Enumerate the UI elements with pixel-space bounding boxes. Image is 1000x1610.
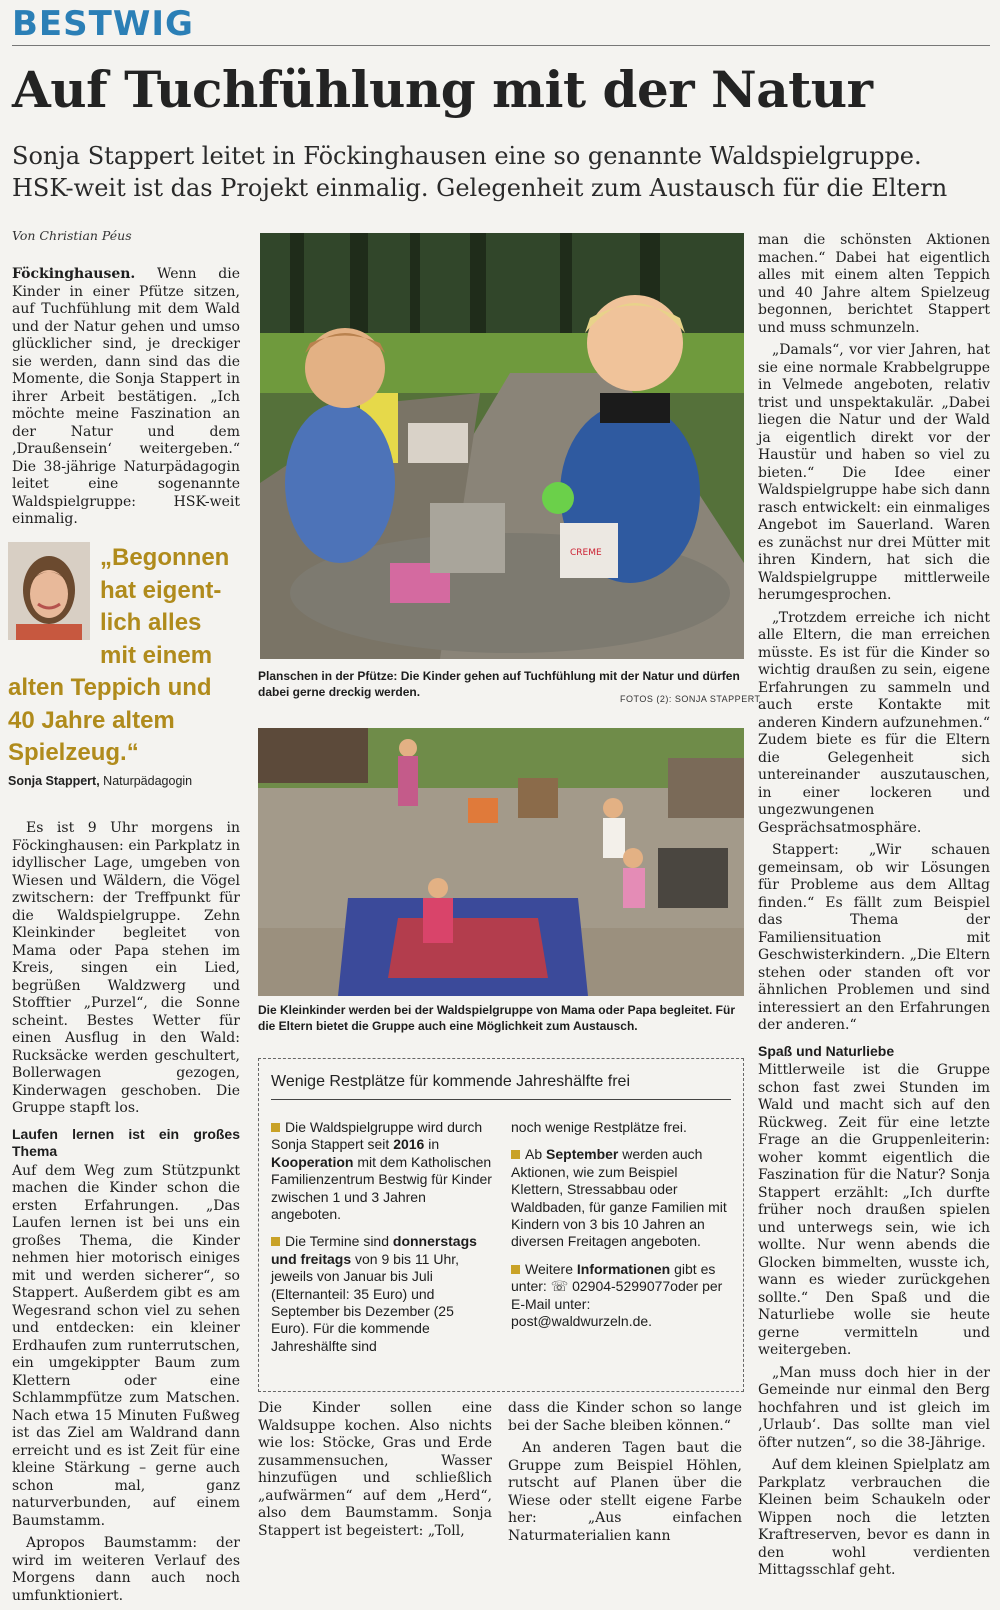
cup-label: CREME — [570, 548, 602, 558]
paragraph: An anderen Tagen baut die Gruppe zum Beispiel Höhlen, rutscht auf Planen über die Wiese oder stellt eigene Farbe her: „Aus einfachen Naturmaterialien kann — [508, 1440, 742, 1544]
paragraph: „Man muss doch hier in der Gemeinde nur einmal den Berg hochfahren und ist gleich im ‚Urlaub‘. Das sollte man viel öfter nutzen“, so die 38-Jährige. — [758, 1364, 990, 1451]
quote-line: alten Teppich und — [8, 674, 212, 701]
paragraph: dass die Kinder schon so lange bei der Sache bleiben können.“ — [508, 1400, 742, 1434]
quote-line: 40 Jahre altem — [8, 706, 175, 734]
column-2-bottom-text — [258, 1400, 492, 1545]
paragraph: „Trotzdem erreiche ich nicht alle Eltern, die man erreichen müsste. Es ist für die Kinder so wichtig draußen zu sein, eigene Erfahrungen zu sammeln und auch erste Kontakte mit anderen Kindern aufzunehmen.“ Zudem biete es für die Eltern die Gelegenheit sich untereinander auszutauschen, in einer lockeren und ungezwungenen Gesprächsatmosphäre. — [758, 609, 990, 836]
bullet-square-icon — [511, 1150, 520, 1159]
photo-caption-2: Die Kleinkinder werden bei der Waldspielgruppe von Mama oder Papa begleitet. Für die Eltern bietet die Gruppe auch eine Möglichkeit zum Austausch. — [258, 1003, 735, 1033]
paragraph: Auf dem kleinen Spielplatz am Parkplatz verbrauchen die Kleinen beim Schaukeln oder Wippen noch die letzten Kraftreserven, bevor es dann in den wohl verdienten Mittagsschlaf geht. — [758, 1457, 990, 1578]
intro-text: Wenn die Kinder in einer Pfütze sitzen, auf Tuchfühlung mit dem Wald und der Natur gehen und umso glücklicher sind, je dreckiger sie werden, dann sind das die Momente, die Sonja Stappert in ihrer Arbeit bestätigen. „Ich möchte meine Faszination an der Natur und dem ‚Draußensein‘ weitergeben.“ Die 38-jährige Naturpädagogin leitet eine sogenannte Waldspielgruppe: HSK-weit einmalig. — [12, 266, 240, 527]
info-item: Die Termine sind donnerstags und freitags von 9 bis 11 Uhr, jeweils von Januar bis Juli (Elternanteil: 35 Euro) und September bis Dezember (25 Euro). Für die kommende Jahreshälfte sind — [271, 1233, 477, 1354]
photo-caption-1: Planschen in der Pfütze: Die Kinder gehen auf Tuchfühlung mit der Natur und dürfen dabei gerne dreckig werden. — [258, 669, 740, 699]
info-box-column-right — [511, 1119, 733, 1330]
quote-line: mit einem — [100, 641, 213, 669]
info-box — [258, 1058, 744, 1392]
quote-line: „Begonnen — [100, 544, 230, 571]
photo-children-puddle — [260, 233, 744, 659]
paragraph: Stappert: „Wir schauen gemeinsam, ob wir Lösungen für Probleme aus dem Alltag finden.“ Es fällt zum Beispiel das Thema der Familiensituation mit Geschwisterkindern. „Die Eltern stehen oder standen oft vor ähnlichen Problemen und sind interessiert an den Erfahrungen der anderen.“ — [758, 842, 990, 1033]
quote-line: lich alles — [100, 609, 202, 636]
subheadline-line-1: Sonja Stappert leitet in Föckinghausen eine so genannte Waldspielgruppe. — [12, 142, 922, 170]
bullet-square-icon — [511, 1265, 520, 1274]
paragraph: Apropos Baumstamm: der wird im weiteren Verlauf des Morgens dann auch noch umfunktioniert. — [12, 1535, 240, 1604]
rubric-divider — [12, 45, 990, 46]
section-rubric: BESTWIG — [12, 4, 194, 44]
subheadline — [12, 140, 992, 204]
bullet-square-icon — [271, 1237, 280, 1246]
section-heading: Laufen lernen ist ein großes Thema — [12, 1125, 240, 1159]
paragraph: „Damals“, vor vier Jahren, hat sie eine normale Krabbelgruppe in Velmede angeboten, relativ trist und unspektakulär. „Dabei liegen die Natur und der Wald ja eigentlich direkt vor der Haustür und haben so viel zu bieten.“ Die Idee einer Waldspielgruppe habe sich dann rasch entwickelt: ein einmaliges Angebot im Sauerland. Waren es zunächst nur drei Mütter mit ihren Kindern, hat sich die Waldspielgruppe mittlerweile herumgesprochen. — [758, 342, 990, 603]
info-item: Die Waldspielgruppe wird durch Sonja Stappert seit 2016 in Kooperation mit dem Katholischen Familienzentrum Bestwig für Kinder zwischen 1 und 3 Jahren angeboten. — [271, 1119, 492, 1223]
paragraph: Es ist 9 Uhr morgens in Föckinghausen: ein Parkplatz in idyllischer Lage, umgeben von Wiesen und Wäldern, die Vögel zwitschern: der Treffpunkt für die Waldspielgruppe. Zehn Kleinkinder begleitet von Mama oder Papa stehen im Kreis, singen ein Lied, begrüßen Waldzwerg und Stofftier „Purzel“, die Sonne scheint. Bestes Wetter für einen Ausflug in den Wald: Rucksäcke werden geschultert, Bollerwagen gezogen, Kinderwagen geschoben. Die Gruppe stapft los. — [12, 820, 240, 1116]
paragraph: Auf dem Weg zum Stützpunkt machen die Kinder schon die ersten Erfahrungen. „Das Laufen lernen ist bei uns ein großes Thema, die Kinder nehmen hier motorisch einiges mit und werden sicherer“, so Stappert. Außerdem gibt es am Wegesrand schon viel zu sehen und entdecken: ein kleiner Erdhaufen zum runterrutschen, ein umgekippter Baum zum Klettern oder eine Schlammpfütze zum Matschen. Nach etwa 15 Minuten Fußweg ist das Ziel am Waldrand dann erreicht und es ist Zeit für eine kleine Stärkung – gerne auch schon mal, ganz naturverbunden, auf einem Baumstamm. — [12, 1162, 240, 1529]
info-item-continued: noch wenige Restplätze frei. — [511, 1119, 687, 1135]
intro-paragraph — [12, 266, 240, 534]
section-heading: Spaß und Naturliebe — [758, 1042, 895, 1059]
quote-author — [8, 774, 192, 788]
quote-line: Spielzeug.“ — [8, 739, 139, 766]
subheadline-line-2: HSK-weit ist das Projekt einmalig. Gelegenheit zum Austausch für die Eltern — [12, 174, 948, 202]
quote-author-name: Sonja Stappert, — [8, 774, 100, 788]
quote-line: hat eigent- — [100, 576, 222, 604]
paragraph: Mittlerweile ist die Gruppe schon fast zwei Stunden im Wald und macht sich auf den Rückweg. Zeit für eine letzte Frage an die Gruppenleiterin: woher kommt eigentlich die Faszination für die Natur? Sonja Stappert erzählt: „Ich durfte früher noch draußen spielen und unterwegs sein, wie ich wollte. Nur wenn abends die Glocken bimmelten, wusste ich, wann es wieder zurückgehen sollte.“ Den Spaß und die Naturliebe wolle sie heute gerne vermitteln und weitergeben. — [758, 1062, 990, 1358]
paragraph: Die Kinder sollen eine Waldsuppe kochen. Also nichts wie los: Stöcke, Gras und Erde zusammensuchen, Wasser hinzufügen und schließlich „aufwärmen“ auf dem „Herd“, also dem Baumstamm. Sonja Stappert ist begeistert: „Toll, — [258, 1400, 492, 1539]
bullet-square-icon — [271, 1123, 280, 1132]
quote-text — [8, 542, 248, 770]
paragraph: man die schönsten Aktionen machen.“ Dabei hat eigentlich alles mit einem alten Teppich und 40 Jahre altem Spielzeug begonnen, berichtet Stappert und muss schmunzeln. — [758, 232, 990, 336]
email-link[interactable]: post@waldwurzeln.de. — [511, 1313, 653, 1330]
headline: Auf Tuchfühlung mit der Natur — [12, 60, 873, 119]
column-3-bottom-text — [508, 1400, 742, 1550]
column-1-text — [12, 820, 240, 1610]
photo-credit: FOTOS (2): SONJA STAPPERT — [620, 694, 761, 704]
quote-author-role: Naturpädagogin — [99, 774, 193, 788]
photo-group-parents — [258, 728, 744, 996]
pull-quote — [8, 542, 248, 802]
info-item: Ab September werden auch Aktionen, wie zum Beispiel Klettern, Stressabbau oder Waldbaden, für ganze Familien mit Kindern von 3 bis 10 Jahren an diversen Freitagen angeboten. — [511, 1146, 727, 1250]
dateline-place: Föckinghausen. — [12, 266, 136, 282]
column-4-text — [758, 232, 990, 1585]
info-item: Weitere Informationen gibt es unter: ☏ 02904-5299077oder per E-Mail unter: post@waldwurzeln.de. — [511, 1261, 733, 1331]
info-box-title: Wenige Restplätze für kommende Jahreshälfte frei — [271, 1073, 630, 1090]
info-box-rule — [271, 1099, 731, 1100]
byline: Von Christian Péus — [12, 228, 132, 243]
info-box-column-left — [271, 1119, 495, 1355]
